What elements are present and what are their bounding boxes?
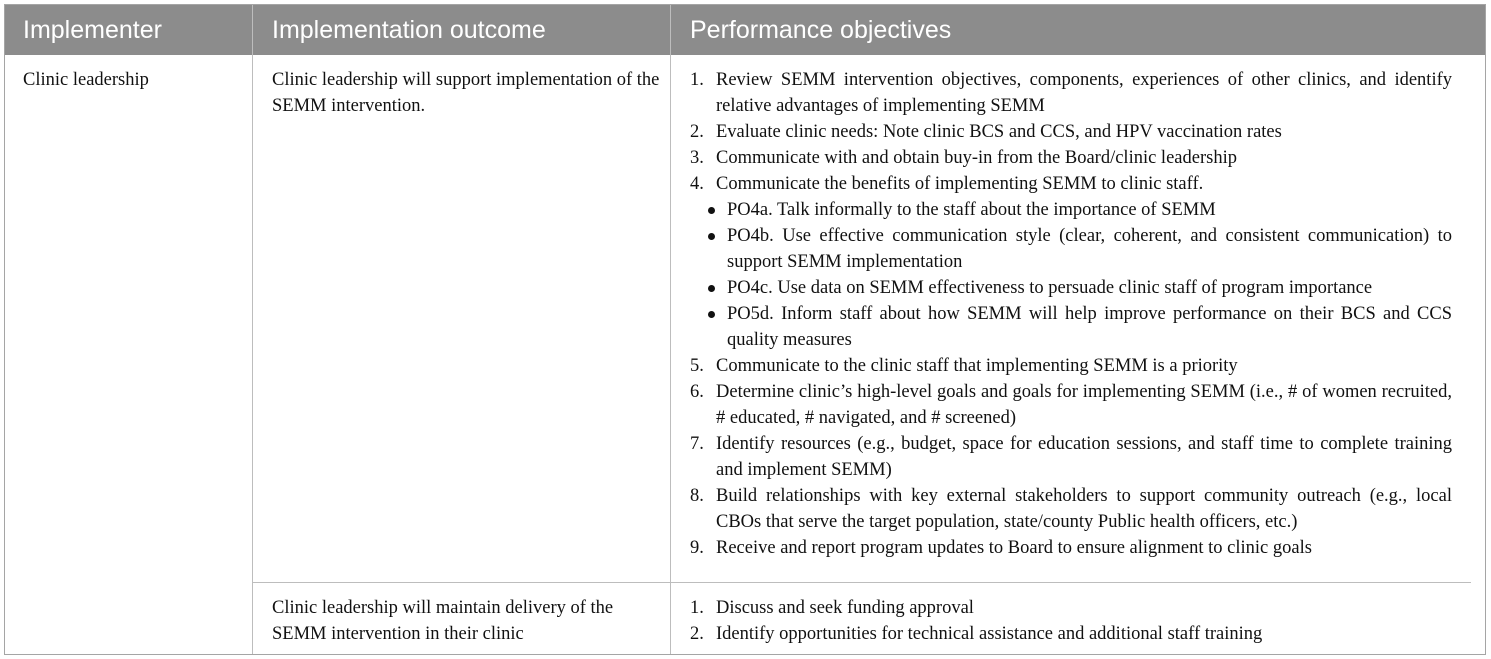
list-item: 2. Evaluate clinic needs: Note clinic BCS and CCS, and HPV vaccination rates bbox=[690, 122, 1282, 142]
header-implementer: Implementer bbox=[23, 16, 162, 44]
table-header bbox=[5, 5, 1485, 55]
bullet-icon bbox=[708, 207, 715, 214]
list-item: 1. Review SEMM intervention objectives, components, experiences of other clinics, and identify relative advantages of implementing SEMM bbox=[690, 70, 1452, 116]
header-implementation-outcome: Implementation outcome bbox=[272, 16, 546, 44]
objectives-list bbox=[690, 595, 1452, 647]
sub-objectives-list bbox=[690, 197, 1452, 353]
bullet-item: PO4a. Talk informally to the staff about the importance of SEMM bbox=[690, 197, 1452, 223]
list-item: 2. Identify opportunities for technical assistance and additional staff training bbox=[690, 624, 1263, 644]
bullet-icon bbox=[708, 311, 715, 318]
list-item: 4. Communicate the benefits of implementing SEMM to clinic staff. bbox=[690, 174, 1204, 194]
objectives-list-continued bbox=[690, 353, 1452, 561]
implementer-cell: Clinic leadership bbox=[23, 70, 149, 90]
column-divider bbox=[252, 5, 253, 655]
outcome-cell: Clinic leadership will maintain delivery of the SEMM intervention in their clinic bbox=[272, 598, 614, 644]
bullet-icon bbox=[708, 233, 715, 240]
objectives-list bbox=[690, 67, 1452, 197]
objectives-cell bbox=[690, 595, 1452, 647]
list-item: 3. Communicate with and obtain buy-in from the Board/clinic leadership bbox=[690, 148, 1237, 168]
objectives-cell bbox=[690, 67, 1452, 561]
list-item: 5. Communicate to the clinic staff that implementing SEMM is a priority bbox=[690, 356, 1238, 376]
bullet-item: PO4c. Use data on SEMM effectiveness to persuade clinic staff of program importance bbox=[690, 275, 1452, 301]
objectives-table bbox=[4, 4, 1486, 655]
row-divider bbox=[253, 582, 1471, 583]
list-item: 1. Discuss and seek funding approval bbox=[690, 598, 974, 618]
bullet-item: PO4b. Use effective communication style (clear, coherent, and consistent communication) to support SEMM implementation bbox=[690, 223, 1452, 275]
list-item: 6. Determine clinic’s high-level goals and goals for implementing SEMM (i.e., # of women recruited, # educated, # navigated, and # screened) bbox=[690, 382, 1452, 428]
bullet-icon bbox=[708, 285, 715, 292]
outcome-cell: Clinic leadership will support implementation of the SEMM intervention. bbox=[272, 70, 660, 116]
list-item: 7. Identify resources (e.g., budget, space for education sessions, and staff time to complete training and implement SEMM) bbox=[690, 434, 1452, 480]
list-item: 8. Build relationships with key external stakeholders to support community outreach (e.g., local CBOs that serve the target population, state/county Public health officers, etc.) bbox=[690, 486, 1452, 532]
list-item: 9. Receive and report program updates to Board to ensure alignment to clinic goals bbox=[690, 538, 1312, 558]
header-performance-objectives: Performance objectives bbox=[690, 16, 952, 44]
bullet-item: PO5d. Inform staff about how SEMM will help improve performance on their BCS and CCS quality measures bbox=[690, 301, 1452, 353]
column-divider bbox=[670, 5, 671, 655]
